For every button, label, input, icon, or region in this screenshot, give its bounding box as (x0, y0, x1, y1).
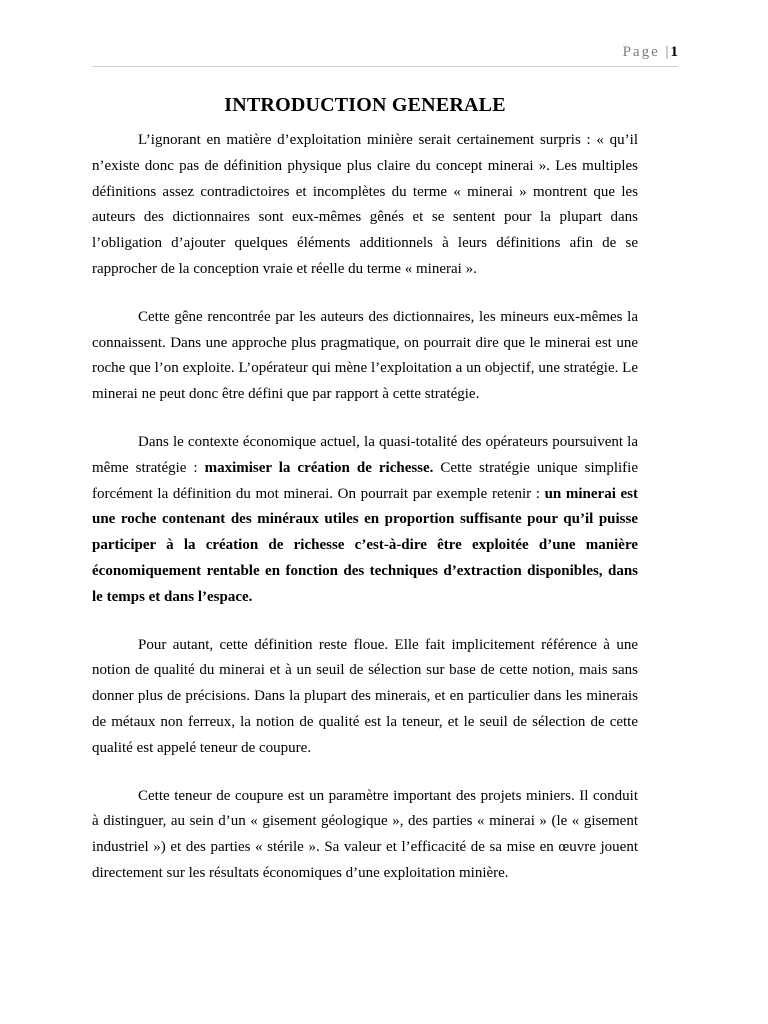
page-number: 1 (670, 44, 678, 60)
page-label: Page | (622, 44, 671, 60)
paragraph-5: Cette teneur de coupure est un paramètre important des projets miniers. Il conduit à distinguer, au sein d’un « gisement géologique », des parties « minerai » (le « gisement industriel ») et des parties « stérile ». Sa valeur et l’efficacité de sa mise en œuvre jouent directement sur les résultats économiques d’une exploitation minière. (92, 787, 638, 881)
paragraph-4: Pour autant, cette définition reste floue. Elle fait implicitement référence à une notion de qualité du minerai et à un seuil de sélection sur base de cette notion, mais sans donner plus de précisions. Dans la plupart des minerais, et en particulier dans les minerais de métaux non ferreux, la notion de qualité est la teneur, et le seuil de sélection de cette qualité est appelé teneur de coupure. (92, 636, 638, 756)
paragraph-3-text-b: Cette stratégie unique simplifie forcément la définition du mot minerai. On pourrait par exemple retenir : (92, 459, 638, 502)
paragraph-2: Cette gêne rencontrée par les auteurs des dictionnaires, les mineurs eux-mêmes la connaissent. Dans une approche plus pragmatique, on pourrait dire que le minerai est une roche que l’on exploite. L’opérateur qui mène l’exploitation a un objectif, une stratégie. Le minerai ne peut donc être défini que par rapport à cette stratégie. (92, 308, 638, 403)
page-header (623, 44, 678, 61)
header-divider (92, 66, 678, 67)
paragraph-3-text-a: Dans le contexte économique actuel, la quasi-totalité des opérateurs poursuivent la même stratégie : (92, 433, 638, 476)
paragraph-3 (92, 430, 638, 611)
document-body (92, 92, 638, 909)
paragraph-1: L’ignorant en matière d’exploitation minière serait certainement surpris : « qu’il n’existe donc pas de définition physique plus claire du concept minerai ». Les multiples définitions assez contradictoires et incomplètes du terme « minerai » montrent que les auteurs des dictionnaires sont eux-mêmes gênés et se sentent pour la plupart dans l’obligation d’ajouter quelques éléments additionnels à leurs définitions afin de se rapprocher de la conception vraie et réelle du terme « minerai ». (92, 132, 638, 277)
document-title: INTRODUCTION GENERALE (224, 94, 506, 116)
paragraph-3-bold-a: maximiser la création de richesse. (204, 459, 434, 476)
ore-definition: un minerai est une roche contenant des minéraux utiles en proportion suffisante pour qu’il puisse participer à la création de richesse c’est-à-dire être exploitée d’une manière économiquement rentable en fonction des techniques d’extraction disponibles, dans le temps et dans l’espace. (92, 485, 638, 605)
